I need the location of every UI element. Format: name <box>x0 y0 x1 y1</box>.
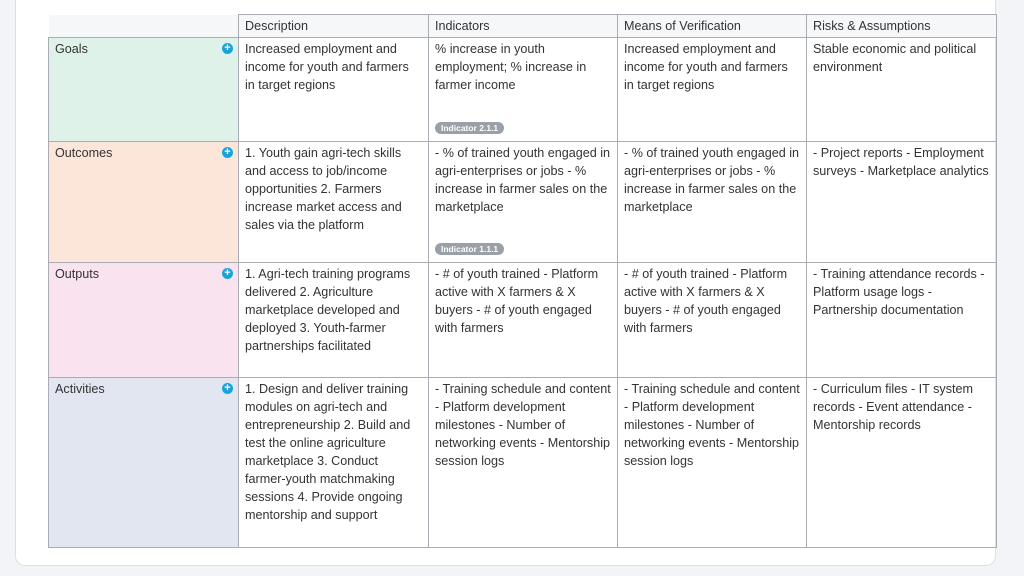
cell-description[interactable]: 1. Youth gain agri-tech skills and access to job/income opportunities 2. Farmers increase market access and sales via the platform <box>239 142 429 263</box>
add-activity-plus-icon[interactable]: + <box>222 383 233 394</box>
row-label-activities <box>49 378 239 548</box>
cell-risks[interactable]: - Project reports - Employment surveys - Marketplace analytics <box>807 142 997 263</box>
cell-verification[interactable]: - # of youth trained - Platform active with X farmers & X buyers - # of youth engaged with farmers <box>618 263 807 378</box>
cell-description[interactable]: Increased employment and income for youth and farmers in target regions <box>239 38 429 142</box>
cell-verification[interactable]: - Training schedule and content - Platform development milestones - Number of networking events - Mentorship session logs <box>618 378 807 548</box>
table-row-outputs <box>49 263 997 378</box>
cell-indicators-text: - % of trained youth engaged in agri-enterprises or jobs - % increase in farmer sales on the marketplace <box>435 146 611 214</box>
header-description: Description <box>239 15 429 38</box>
row-label-text: Outcomes <box>55 146 113 160</box>
cell-risks[interactable]: - Curriculum files - IT system records - Event attendance - Mentorship records <box>807 378 997 548</box>
indicator-badge[interactable]: Indicator 1.1.1 <box>435 243 504 255</box>
corner-cell <box>49 15 239 38</box>
logframe-card <box>15 0 996 566</box>
row-label-goals <box>49 38 239 142</box>
table-row-goals <box>49 38 997 142</box>
add-output-plus-icon[interactable]: + <box>222 268 233 279</box>
table-row-outcomes <box>49 142 997 263</box>
cell-risks[interactable]: Stable economic and political environment <box>807 38 997 142</box>
cell-indicators[interactable]: - Training schedule and content - Platform development milestones - Number of networking events - Mentorship session logs <box>429 378 618 548</box>
row-label-outcomes <box>49 142 239 263</box>
add-goal-plus-icon[interactable]: + <box>222 43 233 54</box>
cell-indicators[interactable] <box>429 38 618 142</box>
cell-description[interactable]: 1. Agri-tech training programs delivered 2. Agriculture marketplace developed and deployed 3. Youth-farmer partnerships facilitated <box>239 263 429 378</box>
table-row-activities <box>49 378 997 548</box>
header-row <box>49 15 997 38</box>
indicator-badge[interactable]: Indicator 2.1.1 <box>435 122 504 134</box>
cell-verification[interactable]: Increased employment and income for youth and farmers in target regions <box>618 38 807 142</box>
logframe-table <box>48 14 997 548</box>
header-risks: Risks & Assumptions <box>807 15 997 38</box>
cell-indicators[interactable] <box>429 142 618 263</box>
cell-indicators[interactable]: - # of youth trained - Platform active with X farmers & X buyers - # of youth engaged with farmers <box>429 263 618 378</box>
row-label-text: Outputs <box>55 267 100 281</box>
cell-indicators-text: % increase in youth employment; % increase in farmer income <box>435 42 587 92</box>
cell-verification[interactable]: - % of trained youth engaged in agri-enterprises or jobs - % increase in farmer sales on the marketplace <box>618 142 807 263</box>
row-label-text: Activities <box>55 382 105 396</box>
cell-risks[interactable]: - Training attendance records - Platform usage logs - Partnership documentation <box>807 263 997 378</box>
header-verification: Means of Verification <box>618 15 807 38</box>
header-indicators: Indicators <box>429 15 618 38</box>
row-label-text: Goals <box>55 42 88 56</box>
add-outcome-plus-icon[interactable]: + <box>222 147 233 158</box>
cell-description[interactable]: 1. Design and deliver training modules on agri-tech and entrepreneurship 2. Build and test the online agriculture marketplace 3. Conduct farmer-youth matchmaking sessions 4. Provide ongoing mentorship and support <box>239 378 429 548</box>
row-label-outputs <box>49 263 239 378</box>
